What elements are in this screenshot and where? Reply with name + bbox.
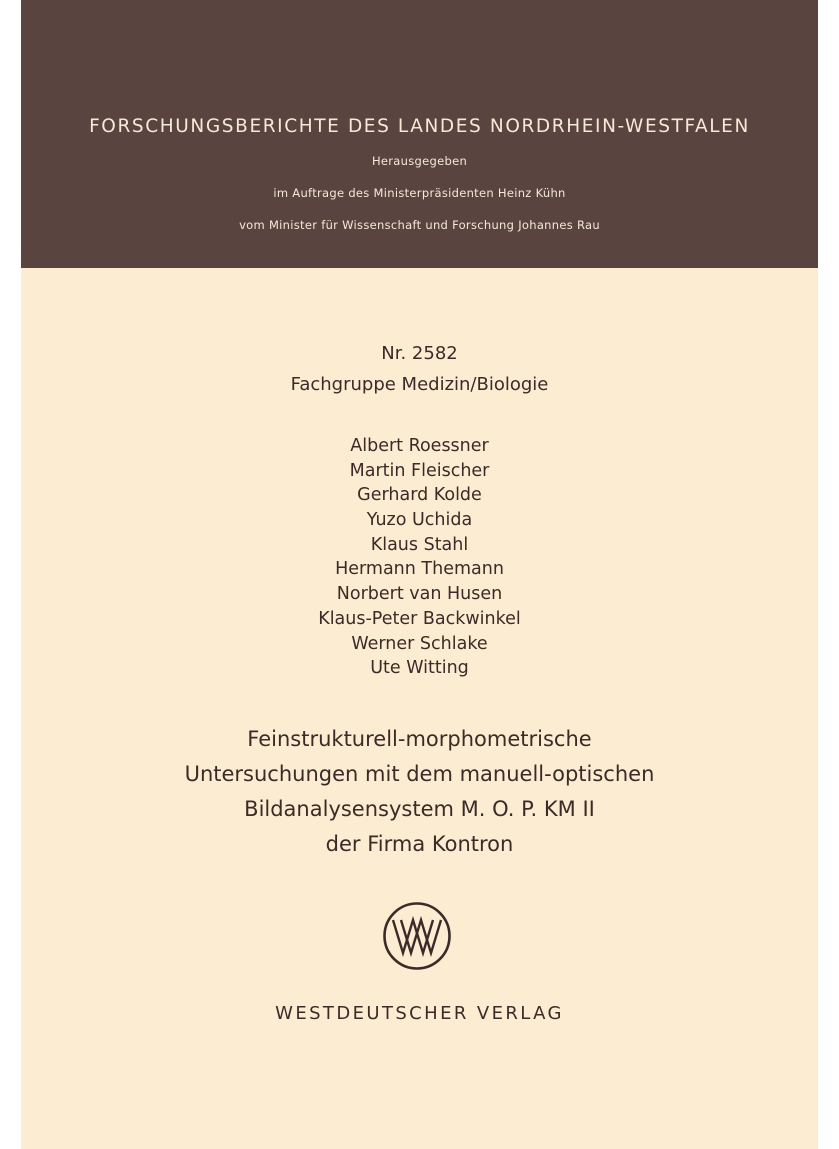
publisher-name: WESTDEUTSCHER VERLAG [275, 1003, 564, 1024]
author-name: Hermann Themann [335, 559, 504, 580]
author-name: Ute Witting [370, 658, 469, 679]
publisher-logo-icon [382, 901, 452, 971]
author-name: Werner Schlake [351, 633, 488, 654]
author-name: Klaus Stahl [370, 534, 469, 555]
header-band [21, 0, 818, 268]
book-title [21, 722, 818, 862]
title-line: Bildanalysensystem M. O. P. KM II [244, 797, 595, 821]
book-cover [21, 0, 818, 1149]
title-line: Feinstrukturell-morphometrische [247, 727, 592, 751]
author-name: Gerhard Kolde [357, 485, 482, 506]
author-name: Yuzo Uchida [366, 510, 473, 531]
editor-line-commission: im Auftrage des Ministerpräsidenten Heinz Kühn [273, 186, 566, 200]
author-list [21, 434, 818, 681]
editor-line-published: Herausgegeben [371, 154, 468, 168]
author-name: Norbert van Husen [336, 584, 503, 605]
report-number: Nr. 2582 [381, 343, 458, 364]
series-title: FORSCHUNGSBERICHTE DES LANDES NORDRHEIN-WESTFALEN [89, 116, 750, 137]
author-name: Martin Fleischer [349, 460, 490, 481]
author-name: Klaus-Peter Backwinkel [318, 608, 521, 629]
title-line: Untersuchungen mit dem manuell-optischen [184, 762, 655, 786]
subject-group: Fachgruppe Medizin/Biologie [290, 374, 549, 395]
author-name: Albert Roessner [350, 436, 489, 456]
editor-line-minister: vom Minister für Wissenschaft und Forschung Johannes Rau [239, 218, 600, 232]
title-line: der Firma Kontron [325, 832, 514, 856]
